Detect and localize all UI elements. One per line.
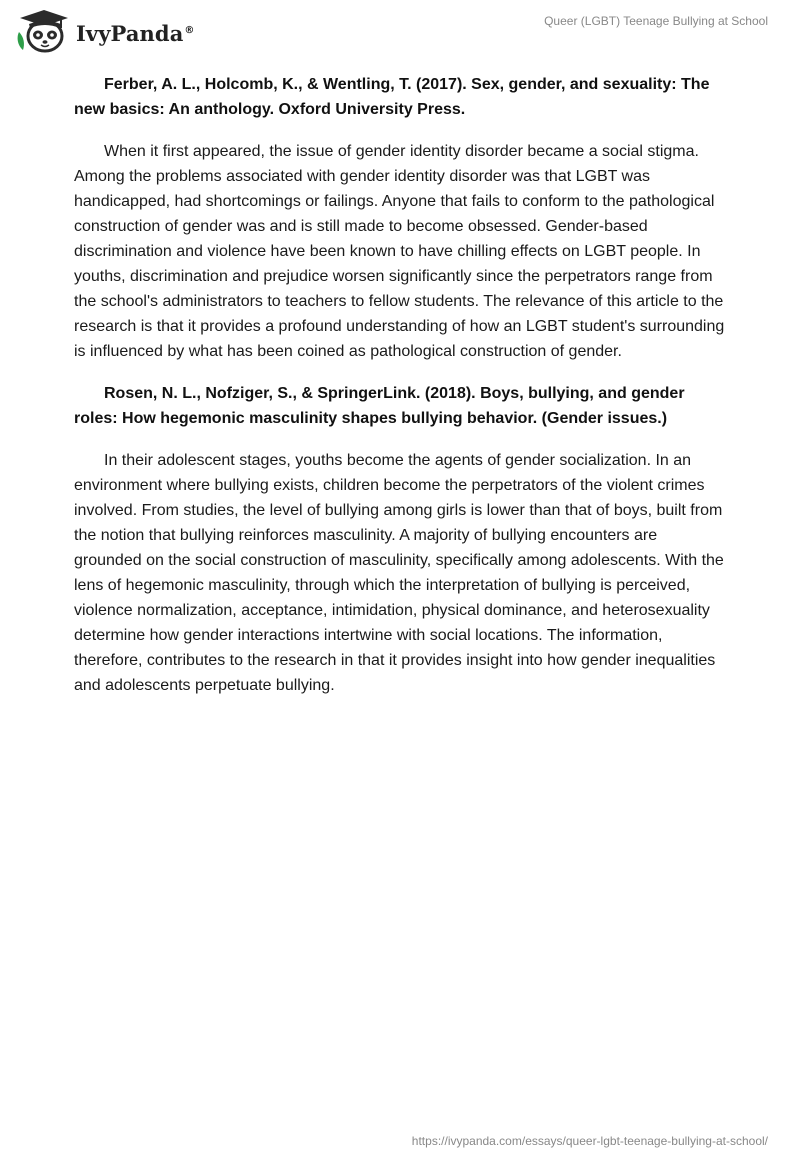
source-url-link[interactable]: https://ivypanda.com/essays/queer-lgbt-teenage-bullying-at-school/ <box>411 1134 768 1148</box>
annotation-1: When it first appeared, the issue of gender identity disorder became a social stigma. Among the problems associated with gender identity disorder was that LGBT was handicapped, had shortcomings or failings. Anyone that fails to conform to the pathological construction of gender was and is still made to become obsessed. Gender-based discrimination and violence have been known to have chilling effects on LGBT people. In youths, discrimination and prejudice worsen significantly since the perpetrators range from the school's administrators to teachers to fellow students. The relevance of this article to the research is that it provides a profound understanding of how an LGBT student's surrounding is influenced by what has been coined as pathological construction of gender. <box>74 143 725 360</box>
panda-graduation-cap-logo-icon <box>14 8 74 54</box>
brand-name: IvyPanda® <box>76 20 195 46</box>
document-body <box>74 72 726 715</box>
registered-mark: ® <box>184 24 195 36</box>
page-header <box>0 0 800 60</box>
citation-1: Ferber, A. L., Holcomb, K., & Wentling, T. (2017). Sex, gender, and sexuality: The new basics: An anthology. Oxford University Press. <box>74 76 710 118</box>
annotation-2: In their adolescent stages, youths become the agents of gender socialization. In an environment where bullying exists, children become the perpetrators of the violent crimes involved. From studies, the level of bullying among girls is lower than that of boys, built from the notion that bullying reinforces masculinity. A majority of bullying encounters are grounded on the social construction of masculinity, specifically among adolescents. With the lens of hegemonic masculinity, through which the interpretation of bullying is perceived, violence normalization, acceptance, intimidation, physical dominance, and heterosexuality determine how gender interactions intertwine with social locations. The information, therefore, contributes to the research in that it provides insight into how gender inequalities and adolescents perpetuate bullying. <box>74 452 724 694</box>
brand-logo[interactable] <box>14 8 195 54</box>
citation-2: Rosen, N. L., Nofziger, S., & SpringerLink. (2018). Boys, bullying, and gender roles: How hegemonic masculinity shapes bullying behavior. (Gender issues.) <box>74 385 685 427</box>
document-title: Queer (LGBT) Teenage Bullying at School <box>544 14 768 28</box>
